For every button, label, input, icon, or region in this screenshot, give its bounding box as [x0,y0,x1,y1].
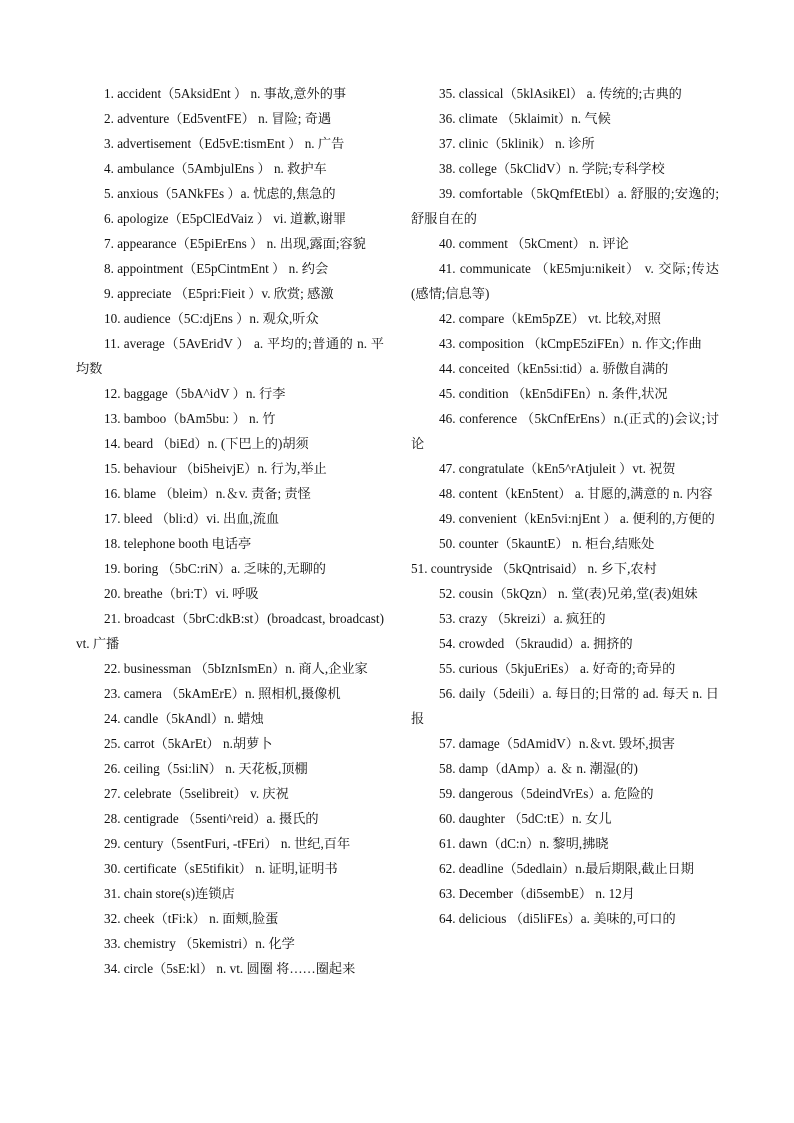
vocab-entry: 42. compare（kEm5pZE） vt. 比较,对照 [439,311,661,326]
vocab-entry: 10. audience（5C:djEns ）n. 观众,听众 [104,311,319,326]
vocab-entry: 30. certificate（sE5tifikit） n. 证明,证明书 [104,861,338,876]
vocab-entry: 35. classical（5klAsikEl） a. 传统的;古典的 [439,86,682,101]
vocab-entry: 14. beard （biEd）n. (下巴上的)胡须 [104,436,309,451]
vocab-entry: 12. baggage（5bA^idV ）n. 行李 [104,386,286,401]
vocab-entry: 58. damp（dAmp）a. ＆ n. 潮湿(的) [439,761,638,776]
vocab-entry: 5. anxious（5ANkFEs ）a. 忧虑的,焦急的 [104,186,336,201]
vocab-entry: 21. broadcast（5brC:dkB:st）(broadcast, broadcast)vt. 广播 [76,611,384,651]
vocab-entry: 33. chemistry （5kemistri）n. 化学 [104,936,295,951]
vocab-entry: 19. boring （5bC:riN）a. 乏味的,无聊的 [104,561,326,576]
vocab-entry: 53. crazy （5kreizi）a. 疯狂的 [439,611,606,626]
vocab-entry: 25. carrot（5kArEt） n.胡萝卜 [104,736,273,751]
vocab-entry: 51. countryside （5kQntrisaid） n. 乡下,农村 [411,561,657,576]
vocab-entry: 57. damage（5dAmidV）n.＆vt. 毁坏,损害 [439,736,675,751]
vocab-entry: 43. composition （kCmpE5ziFEn）n. 作文;作曲 [439,336,702,351]
vocab-entry: 56. daily（5deili）a. 每日的;日常的 ad. 每天 n. 日报 [411,686,719,726]
vocab-entry: 32. cheek（tFi:k） n. 面颊,脸蛋 [104,911,279,926]
vocab-entry: 20. breathe（bri:T）vi. 呼吸 [104,586,259,601]
vocab-entry: 47. congratulate（kEn5^rAtjuleit ）vt. 祝贺 [439,461,676,476]
vocab-entry: 55. curious（5kjuEriEs） a. 好奇的;奇异的 [439,661,676,676]
vocab-entry: 38. college（5kClidV）n. 学院;专科学校 [439,161,665,176]
vocab-entry: 44. conceited（kEn5si:tid）a. 骄傲自满的 [439,361,669,376]
vocab-entry: 49. convenient（kEn5vi:njEnt ） a. 便利的,方便的 [439,511,715,526]
vocab-entry: 3. advertisement（Ed5vE:tismEnt ） n. 广告 [104,136,345,151]
vocab-entry: 2. adventure（Ed5ventFE） n. 冒险; 奇遇 [104,111,332,126]
vocab-entry: 45. condition （kEn5diFEn）n. 条件,状况 [439,386,668,401]
vocab-entry: 34. circle（5sE:kl） n. vt. 圆圈 将……圈起来 [104,961,356,976]
vocab-entry: 26. ceiling（5si:liN） n. 天花板,顶棚 [104,761,308,776]
vocab-entry: 23. camera （5kAmErE）n. 照相机,摄像机 [104,686,341,701]
vocab-entry: 6. apologize（E5pClEdVaiz ） vi. 道歉,谢罪 [104,211,347,226]
vocab-entry: 31. chain store(s)连锁店 [104,886,235,901]
vocab-entry: 28. centigrade （5senti^reid）a. 摄氏的 [104,811,319,826]
vocab-entry: 4. ambulance（5AmbjulEns ） n. 救护车 [104,161,327,176]
vocab-entry: 27. celebrate（5selibreit） v. 庆祝 [104,786,289,801]
vocab-entry: 39. comfortable（5kQmfEtEbl）a. 舒服的;安逸的;舒服自在的 [411,186,719,226]
vocab-entry: 11. average（5AvEridV ） a. 平均的;普通的 n. 平均数 [76,336,384,376]
left-column [76,81,384,981]
vocab-entry: 62. deadline（5dedlain）n.最后期限,截止日期 [439,861,694,876]
vocab-entry: 41. communicate （kE5mju:nikeit） v. 交际;传达(感情;信息等) [411,261,719,301]
vocab-entry: 22. businessman （5bIznIsmEn）n. 商人,企业家 [104,661,368,676]
vocab-entry: 1. accident（5AksidEnt ） n. 事故,意外的事 [104,86,347,101]
vocab-entry: 59. dangerous（5deindVrEs）a. 危险的 [439,786,654,801]
vocab-entry: 40. comment （5kCment） n. 评论 [439,236,629,251]
vocab-entry: 8. appointment（E5pCintmEnt ） n. 约会 [104,261,329,276]
vocab-entry: 16. blame （bleim）n.＆v. 责备; 责怪 [104,486,311,501]
vocab-entry: 18. telephone booth 电话亭 [104,536,252,551]
vocab-entry: 37. clinic（5klinik） n. 诊所 [439,136,595,151]
vocab-entry: 61. dawn（dC:n）n. 黎明,拂晓 [439,836,609,851]
vocab-entry: 29. century（5sentFuri, -tFEri） n. 世纪,百年 [104,836,351,851]
vocab-entry: 50. counter（5kauntE） n. 柜台,结账处 [439,536,655,551]
vocab-entry: 24. candle（5kAndl）n. 蜡烛 [104,711,264,726]
vocab-entry: 52. cousin（5kQzn） n. 堂(表)兄弟,堂(表)姐妹 [439,586,698,601]
vocab-entry: 63. December（di5sembE） n. 12月 [439,886,635,901]
right-column [411,81,719,931]
vocab-entry: 9. appreciate （E5pri:Fieit ）v. 欣赏; 感激 [104,286,334,301]
vocab-entry: 17. bleed （bli:d）vi. 出血,流血 [104,511,280,526]
vocab-entry: 7. appearance（E5piErEns ） n. 出现,露面;容貌 [104,236,366,251]
vocab-entry: 48. content（kEn5tent） a. 甘愿的,满意的 n. 内容 [439,486,713,501]
vocab-entry: 13. bamboo（bAm5bu: ） n. 竹 [104,411,276,426]
vocab-entry: 36. climate （5klaimit）n. 气候 [439,111,611,126]
vocab-entry: 60. daughter （5dC:tE）n. 女儿 [439,811,612,826]
vocab-entry: 64. delicious （di5liFEs）a. 美味的,可口的 [439,911,676,926]
vocab-entry: 54. crowded （5kraudid）a. 拥挤的 [439,636,633,651]
vocab-entry: 46. conference （5kCnfErEns）n.(正式的)会议;讨论 [411,411,719,451]
vocab-entry: 15. behaviour （bi5heivjE）n. 行为,举止 [104,461,327,476]
